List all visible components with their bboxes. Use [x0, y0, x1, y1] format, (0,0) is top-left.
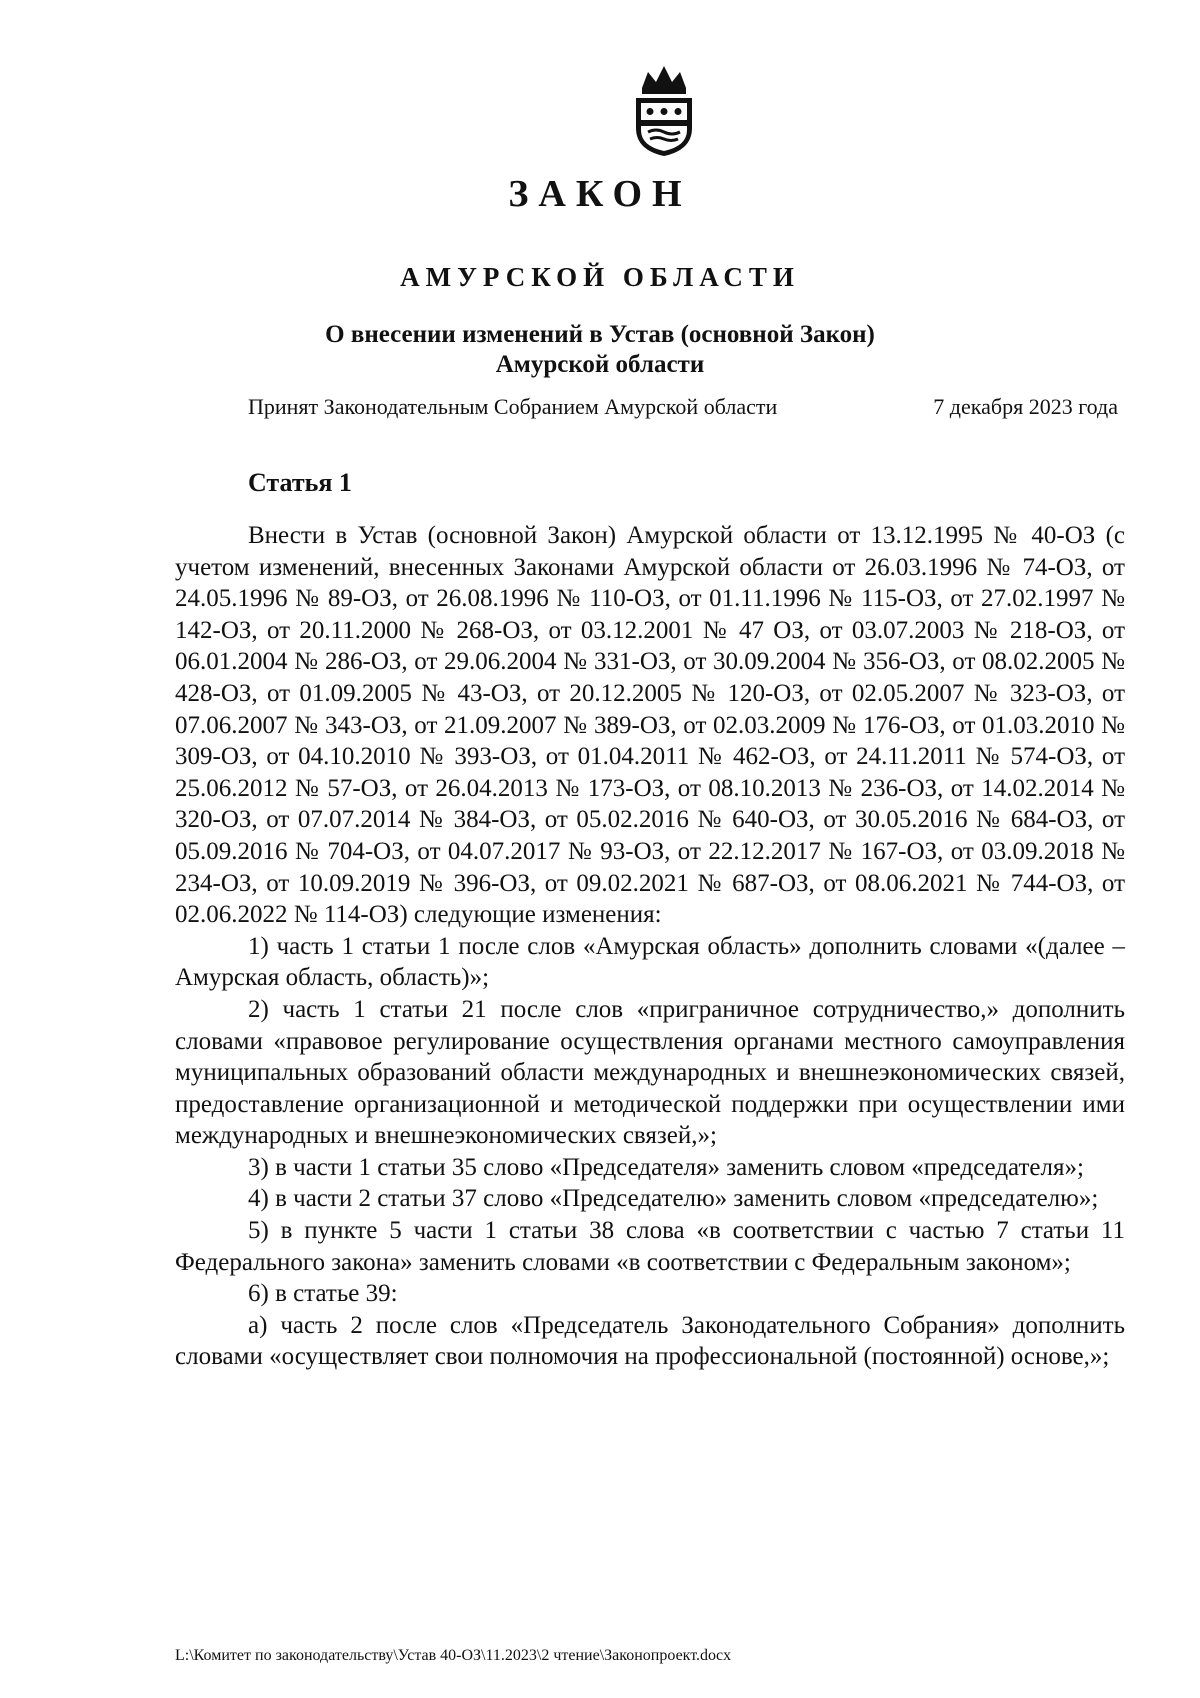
heading-line-1: О внесении изменений в Устав (основной Закон) [325, 321, 875, 348]
coat-of-arms-icon [628, 58, 700, 158]
adopted-by: Принят Законодательным Собранием Амурской области [248, 394, 778, 419]
file-path-footer: L:\Комитет по законодательству\Устав 40-ОЗ\11.2023\2 чтение\Законопроект.docx [175, 1647, 732, 1664]
coat-of-arms-emblem [628, 58, 700, 158]
paragraph: Внести в Устав (основной Закон) Амурской области от 13.12.1995 № 40-ОЗ (с учетом изменений, внесенных Законами Амурской области от 26.03.1996 № 74-ОЗ, от 24.05.1996 № 89-ОЗ, от 26.08.1996 № 110-ОЗ, от 01.11.1996 № 115-ОЗ, от 27.02.1997 № 142-ОЗ, от 20.11.2000 № 268-ОЗ, от 03.12.2001 № 47 ОЗ, от 03.07.2003 № 218-ОЗ, от 06.01.2004 № 286-ОЗ, от 29.06.2004 № 331-ОЗ, от 30.09.2004 № 356-ОЗ, от 08.02.2005 № 428-ОЗ, от 01.09.2005 № 43-ОЗ, от 20.12.2005 № 120-ОЗ, от 02.05.2007 № 323-ОЗ, от 07.06.2007 № 343-ОЗ, от 21.09.2007 № 389-ОЗ, от 02.03.2009 № 176-ОЗ, от 01.03.2010 № 309-ОЗ, от 04.10.2010 № 393-ОЗ, от 01.04.2011 № 462-ОЗ, от 24.11.2011 № 574-ОЗ, от 25.06.2012 № 57-ОЗ, от 26.04.2013 № 173-ОЗ, от 08.10.2013 № 236-ОЗ, от 14.02.2014 № 320-ОЗ, от 07.07.2014 № 384-ОЗ, от 05.02.2016 № 640-ОЗ, от 30.05.2016 № 684-ОЗ, от 05.09.2016 № 704-ОЗ, от 04.07.2017 № 93-ОЗ, от 22.12.2017 № 167-ОЗ, от 03.09.2018 № 234-ОЗ, от 10.09.2019 № 396-ОЗ, от 09.02.2021 № 687-ОЗ, от 08.06.2021 № 744-ОЗ, от 02.06.2022 № 114-ОЗ) следующие изменения: [175, 522, 1125, 929]
article-title: Статья 1 [248, 468, 352, 497]
paragraph: 4) в части 2 статьи 37 слово «Председателю» заменить словом «председателю»; [248, 1185, 1099, 1213]
paragraph: 1) часть 1 статьи 1 после слов «Амурская область» дополнить словами «(далее – Амурская область, область)»; [175, 932, 1125, 992]
article-body [175, 520, 1125, 1373]
paragraph: а) часть 2 после слов «Председатель Законодательного Собрания» дополнить словами «осуществляет свои полномочия на профессиональной (постоянной) основе,»; [175, 1311, 1125, 1371]
paragraph: 2) часть 1 статьи 21 после слов «приграничное сотрудничество,» дополнить словами «правовое регулирование осуществления органами местного самоуправления муниципальных образований области международных и внешнеэкономических связей, предоставление организационной и методической поддержки при осуществлении ими международных и внешнеэкономических связей,»; [175, 995, 1125, 1150]
adopted-date: 7 декабря 2023 года [933, 394, 1118, 419]
paragraph: 5) в пункте 5 части 1 статьи 38 слова «в соответствии с частью 7 статьи 11 Федерального закона» заменить словами «в соответствии с Федеральным законом»; [175, 1217, 1125, 1276]
paragraph: 3) в части 1 статьи 35 слово «Председателя» заменить словом «председателя»; [248, 1153, 1084, 1181]
document-title: ЗАКОН [508, 173, 692, 215]
document-heading [0, 320, 1200, 380]
document-subtitle: АМУРСКОЙ ОБЛАСТИ [400, 262, 800, 292]
heading-line-2: Амурской области [495, 351, 705, 378]
paragraph: 6) в статье 39: [248, 1280, 398, 1308]
